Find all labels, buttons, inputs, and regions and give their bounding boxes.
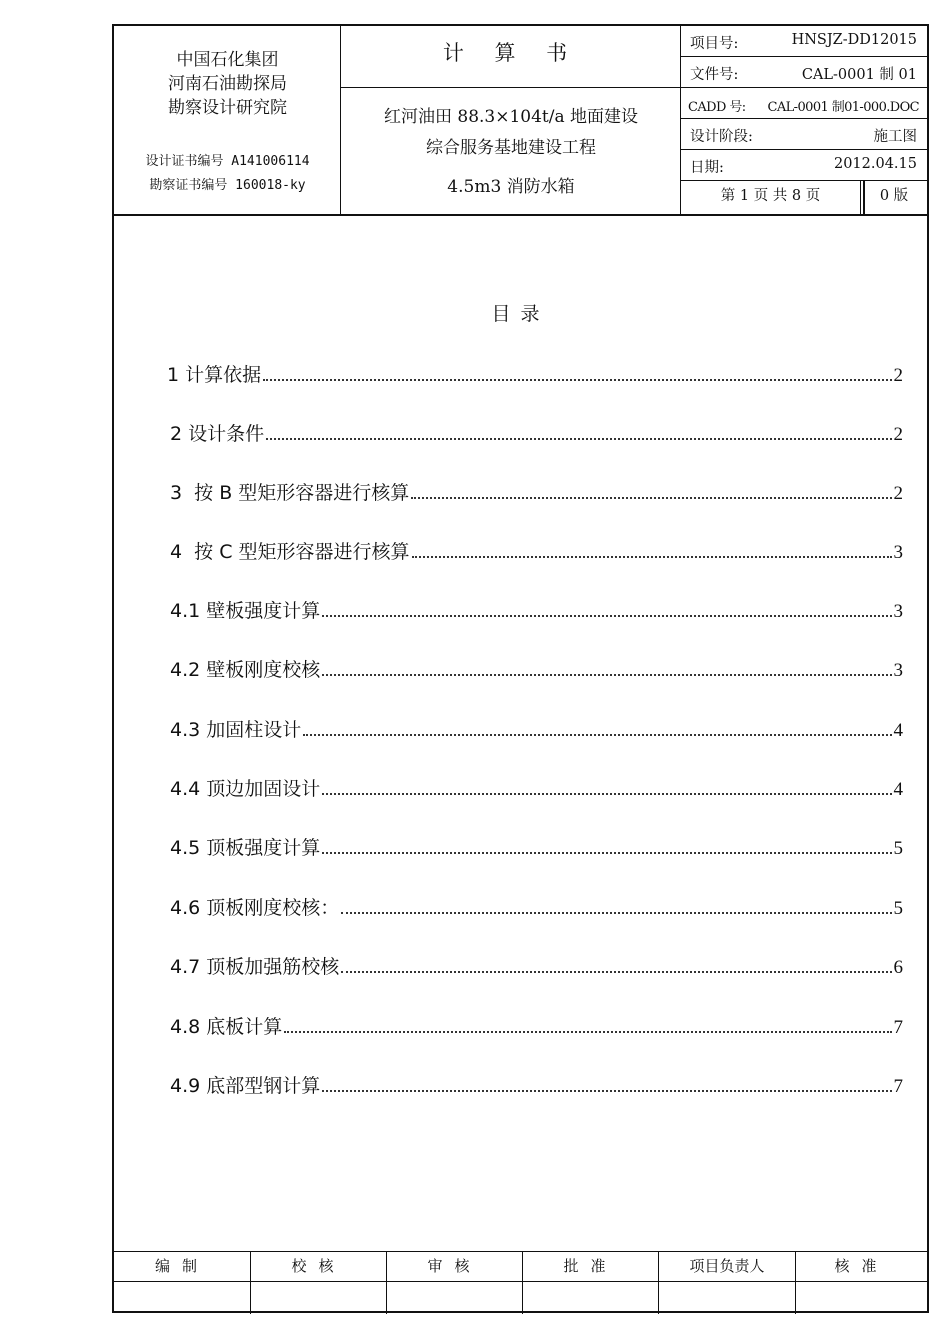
project-line-2: 综合服务基地建设工程 [426, 138, 596, 158]
toc-entry[interactable] [170, 1011, 903, 1039]
leader-dots [263, 379, 891, 381]
toc-entry-page: 5 [893, 898, 903, 919]
toc-entry-label: 4.2 壁板刚度校核 [170, 659, 321, 681]
toc-entry-label: 4.5 顶板强度计算 [170, 837, 321, 859]
toc-entry-label: 4.4 顶边加固设计 [170, 778, 321, 800]
leader-dots [284, 1031, 891, 1033]
org-name-line-1: 中国石化集团 [176, 50, 279, 70]
page-count-row [681, 181, 927, 214]
toc-entry[interactable] [170, 832, 903, 860]
page-count: 第 1 页 共 8 页 [681, 181, 861, 214]
info-label: 项目号: [690, 36, 739, 52]
info-value: 施工图 [873, 129, 917, 145]
info-label: 日期: [690, 160, 724, 176]
toc-entry-page: 2 [893, 365, 903, 386]
signoff-reviewed [387, 1252, 523, 1314]
signoff-approved [523, 1252, 659, 1314]
toc-entry-label: 1 计算依据 [167, 364, 262, 386]
toc-entry-page: 3 [893, 660, 903, 681]
signoff-header: 核准 [796, 1252, 927, 1282]
project-line-1: 红河油田 88.3×104t/a 地面建设 [383, 107, 639, 127]
toc-entry[interactable] [170, 1070, 903, 1098]
document-cell [341, 26, 681, 214]
toc-title: 目录 [491, 303, 550, 325]
toc-entry-label: 4.9 底部型钢计算 [170, 1075, 321, 1097]
toc-entry[interactable] [170, 773, 903, 801]
signoff-compiled [114, 1252, 251, 1314]
title-block [114, 26, 927, 216]
info-row-file-no [681, 57, 927, 88]
info-value: CAL-0001 制 01 [801, 67, 917, 83]
info-row-date [681, 150, 927, 181]
info-row-cadd-no [681, 88, 927, 119]
toc-entry-label: 3 按 B 型矩形容器进行核算 [170, 482, 410, 504]
info-label: 文件号: [690, 67, 739, 83]
toc-entry-label: 4.6 顶板刚度校核： [170, 897, 340, 919]
toc-entry[interactable] [170, 654, 903, 682]
project-line-3: 4.5m3 消防水箱 [447, 177, 575, 197]
info-row-project-no [681, 26, 927, 57]
info-label: 设计阶段: [690, 129, 753, 145]
toc-entry[interactable] [167, 359, 903, 387]
signoff-header: 校核 [251, 1252, 386, 1282]
leader-dots [322, 1090, 891, 1092]
toc-entry-page: 3 [893, 542, 903, 563]
info-row-design-phase [681, 119, 927, 150]
leader-dots [341, 971, 891, 973]
toc-entry-page: 5 [893, 838, 903, 859]
document-title: 计 算 书 [341, 26, 681, 88]
signoff-header: 编制 [114, 1252, 250, 1282]
toc-entry[interactable] [170, 595, 903, 623]
leader-dots [341, 912, 891, 914]
signoff-table [114, 1251, 927, 1314]
survey-certificate: 勘察证书编号 160018-ky [149, 178, 306, 193]
organization-cell [114, 26, 341, 214]
leader-dots [322, 615, 891, 617]
toc-entry-page: 3 [893, 601, 903, 622]
info-cell [681, 26, 927, 214]
toc-entry[interactable] [170, 418, 903, 446]
signoff-checked [251, 1252, 387, 1314]
toc-entry[interactable] [170, 714, 903, 742]
version-label: 0 版 [861, 181, 927, 214]
info-value: HNSJZ-DD12015 [791, 32, 917, 48]
toc-entry-page: 2 [893, 483, 903, 504]
signoff-header: 批准 [523, 1252, 658, 1282]
info-value: CAL-0001 制01-000.DOC [767, 100, 919, 115]
toc-entry-label: 4.7 顶板加强筋校核 [170, 956, 340, 978]
leader-dots [303, 734, 891, 736]
toc-entry-label: 4.3 加固柱设计 [170, 719, 302, 741]
leader-dots [322, 852, 891, 854]
toc-entry-page: 4 [893, 720, 903, 741]
toc-entry-label: 2 设计条件 [170, 423, 265, 445]
design-certificate: 设计证书编号 A141006114 [145, 154, 310, 169]
signoff-project-lead [659, 1252, 796, 1314]
toc-entry-label: 4.1 壁板强度计算 [170, 600, 321, 622]
calculation-sheet [112, 24, 929, 1313]
signoff-header: 审核 [387, 1252, 522, 1282]
toc-entry-label: 4 按 C 型矩形容器进行核算 [170, 541, 410, 563]
leader-dots [322, 674, 891, 676]
toc-entry-page: 6 [893, 957, 903, 978]
toc-entry[interactable] [170, 951, 903, 979]
leader-dots [322, 793, 891, 795]
toc-entry-page: 7 [893, 1076, 903, 1097]
toc-entry-page: 7 [893, 1017, 903, 1038]
signoff-header: 项目负责人 [659, 1252, 795, 1282]
org-name-line-3: 勘察设计研究院 [168, 98, 287, 118]
leader-dots [266, 438, 891, 440]
toc-entry[interactable] [170, 536, 903, 564]
org-name-line-2: 河南石油勘探局 [168, 74, 287, 94]
info-label: CADD 号: [688, 100, 746, 115]
leader-dots [411, 497, 891, 499]
toc-entry-page: 4 [893, 779, 903, 800]
info-value: 2012.04.15 [833, 156, 917, 172]
toc-entry[interactable] [170, 477, 903, 505]
toc-entry-page: 2 [893, 424, 903, 445]
leader-dots [412, 556, 892, 558]
toc-entry-label: 4.8 底板计算 [170, 1016, 283, 1038]
signoff-authorized [796, 1252, 927, 1314]
toc-entry[interactable] [170, 892, 903, 920]
